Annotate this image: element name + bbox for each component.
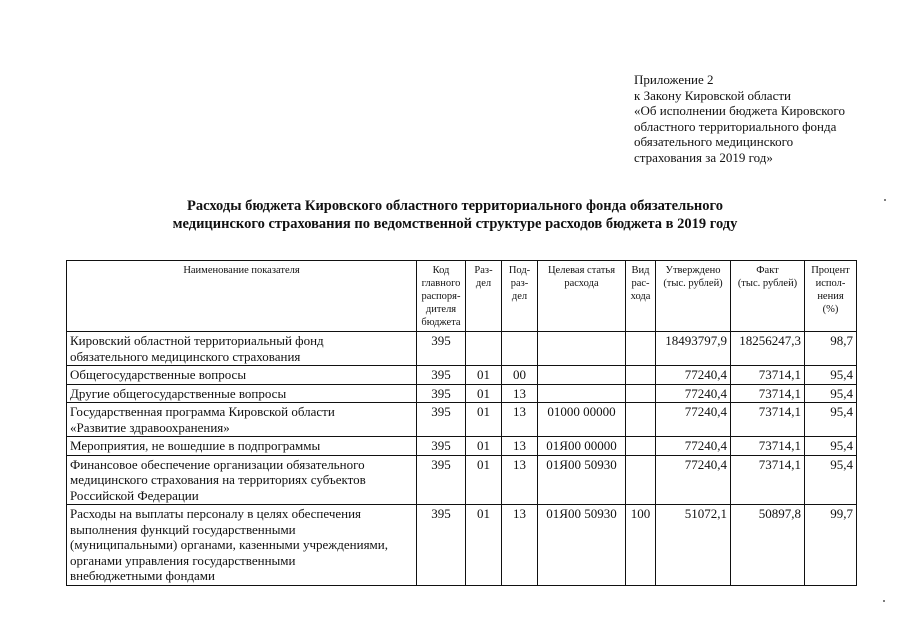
actual-amount-cell: 73714,1 bbox=[731, 455, 805, 505]
indicator-name-cell bbox=[67, 332, 417, 366]
manager-code-cell: 395 bbox=[417, 437, 466, 456]
column-header bbox=[67, 261, 417, 332]
column-header-line: Наименование показателя bbox=[183, 265, 300, 276]
column-header-line: рас- bbox=[631, 278, 650, 289]
indicator-name-cell bbox=[67, 403, 417, 437]
column-header bbox=[805, 261, 857, 332]
expense-type-cell bbox=[626, 366, 656, 385]
indicator-name-line: Кировский областной территориальный фонд bbox=[70, 333, 324, 348]
column-header-line: Процент bbox=[811, 265, 850, 276]
indicator-name-cell bbox=[67, 505, 417, 586]
column-header-line: дителя bbox=[425, 304, 457, 315]
execution-percent-cell: 95,4 bbox=[805, 403, 857, 437]
column-header-line: хода bbox=[630, 291, 651, 302]
subsection-cell: 00 bbox=[502, 366, 538, 385]
target-item-cell: 01Я00 50930 bbox=[538, 505, 626, 586]
column-header-line: испол- bbox=[815, 278, 846, 289]
column-header-line: Вид bbox=[631, 265, 650, 276]
section-cell: 01 bbox=[466, 437, 502, 456]
approved-amount-cell: 77240,4 bbox=[656, 366, 731, 385]
indicator-name-line: органами управления государственными bbox=[70, 552, 296, 568]
indicator-name-line: внебюджетными фондами bbox=[70, 568, 215, 583]
manager-code-cell: 395 bbox=[417, 455, 466, 505]
annex-line: областного территориального фонда bbox=[634, 118, 837, 134]
target-item-cell: 01000 00000 bbox=[538, 403, 626, 437]
scan-speck bbox=[884, 199, 886, 201]
actual-amount-cell: 73714,1 bbox=[731, 437, 805, 456]
approved-amount-cell: 77240,4 bbox=[656, 455, 731, 505]
actual-amount-cell: 73714,1 bbox=[731, 403, 805, 437]
target-item-cell bbox=[538, 332, 626, 366]
expenditure-table bbox=[66, 260, 857, 586]
title-line: медицинского страхования по ведомственной структуре расходов бюджета в 2019 году bbox=[172, 216, 738, 232]
manager-code-cell: 395 bbox=[417, 332, 466, 366]
expense-type-cell: 100 bbox=[626, 505, 656, 586]
column-header bbox=[417, 261, 466, 332]
subsection-cell: 13 bbox=[502, 505, 538, 586]
subsection-cell bbox=[502, 332, 538, 366]
execution-percent-cell: 95,4 bbox=[805, 437, 857, 456]
indicator-name-line: Другие общегосударственные вопросы bbox=[70, 385, 287, 401]
manager-code-cell: 395 bbox=[417, 366, 466, 385]
column-header-line: распоря- bbox=[421, 291, 461, 302]
indicator-name-line: обязательного медицинского страхования bbox=[70, 348, 301, 364]
indicator-name-line: Российской Федерации bbox=[70, 487, 199, 503]
table-row bbox=[67, 505, 857, 586]
title-line: Расходы бюджета Кировского областного территориального фонда обязательного bbox=[187, 198, 723, 214]
subsection-cell: 13 bbox=[502, 455, 538, 505]
annex-line: Приложение 2 bbox=[634, 72, 714, 87]
column-header-line: Целевая статья bbox=[547, 265, 616, 276]
table-row bbox=[67, 455, 857, 505]
annex-line: к Закону Кировской области bbox=[634, 87, 791, 103]
column-header-line: главного bbox=[421, 278, 461, 289]
column-header bbox=[731, 261, 805, 332]
approved-amount-cell: 51072,1 bbox=[656, 505, 731, 586]
approved-amount-cell: 77240,4 bbox=[656, 437, 731, 456]
indicator-name-cell bbox=[67, 437, 417, 456]
manager-code-cell: 395 bbox=[417, 384, 466, 403]
indicator-name-cell bbox=[67, 455, 417, 505]
table-row bbox=[67, 384, 857, 403]
indicator-name-line: Государственная программа Кировской области bbox=[70, 404, 335, 419]
expense-type-cell bbox=[626, 403, 656, 437]
section-cell: 01 bbox=[466, 505, 502, 586]
column-header-line: Раз- bbox=[474, 265, 493, 276]
column-header bbox=[626, 261, 656, 332]
execution-percent-cell: 99,7 bbox=[805, 505, 857, 586]
scan-speck bbox=[883, 600, 885, 602]
annex-line: «Об исполнении бюджета Кировского bbox=[634, 103, 845, 118]
manager-code-cell: 395 bbox=[417, 403, 466, 437]
column-header-line: дел bbox=[475, 278, 492, 289]
subsection-cell: 13 bbox=[502, 384, 538, 403]
column-header-line: (тыс. рублей) bbox=[737, 278, 798, 289]
column-header-line: нения bbox=[817, 291, 844, 302]
column-header-line: Факт bbox=[756, 265, 779, 276]
subsection-cell: 13 bbox=[502, 403, 538, 437]
column-header-line: Утверждено bbox=[665, 265, 721, 276]
actual-amount-cell: 50897,8 bbox=[731, 505, 805, 586]
annex-line: страхования за 2019 год» bbox=[634, 149, 773, 165]
table-row bbox=[67, 366, 857, 385]
indicator-name-line: Общегосударственные вопросы bbox=[70, 367, 247, 382]
column-header-line: Код bbox=[432, 265, 450, 276]
annex-block bbox=[634, 72, 894, 165]
execution-percent-cell: 95,4 bbox=[805, 366, 857, 385]
approved-amount-cell: 18493797,9 bbox=[656, 332, 731, 366]
document-title bbox=[90, 197, 820, 233]
annex-line: обязательного медицинского bbox=[634, 134, 794, 149]
actual-amount-cell: 18256247,3 bbox=[731, 332, 805, 366]
expense-type-cell bbox=[626, 384, 656, 403]
expense-type-cell bbox=[626, 332, 656, 366]
table-row bbox=[67, 437, 857, 456]
target-item-cell: 01Я00 00000 bbox=[538, 437, 626, 456]
column-header bbox=[656, 261, 731, 332]
indicator-name-line: «Развитие здравоохранения» bbox=[70, 419, 230, 435]
indicator-name-line: Расходы на выплаты персоналу в целях обеспечения bbox=[70, 506, 362, 521]
actual-amount-cell: 73714,1 bbox=[731, 384, 805, 403]
section-cell: 01 bbox=[466, 403, 502, 437]
approved-amount-cell: 77240,4 bbox=[656, 384, 731, 403]
target-item-cell bbox=[538, 384, 626, 403]
column-header bbox=[538, 261, 626, 332]
column-header-line: (тыс. рублей) bbox=[663, 278, 723, 289]
manager-code-cell: 395 bbox=[417, 505, 466, 586]
expense-type-cell bbox=[626, 437, 656, 456]
column-header-line: раз- bbox=[510, 278, 529, 289]
actual-amount-cell: 73714,1 bbox=[731, 366, 805, 385]
column-header-line: дел bbox=[511, 291, 528, 302]
column-header-line: Под- bbox=[508, 265, 531, 276]
column-header bbox=[466, 261, 502, 332]
table-header-row bbox=[67, 261, 857, 332]
execution-percent-cell: 95,4 bbox=[805, 455, 857, 505]
target-item-cell: 01Я00 50930 bbox=[538, 455, 626, 505]
table-row bbox=[67, 332, 857, 366]
execution-percent-cell: 95,4 bbox=[805, 384, 857, 403]
indicator-name-line: Мероприятия, не вошедшие в подпрограммы bbox=[70, 438, 321, 453]
column-header-line: расхода bbox=[564, 278, 599, 289]
table-row bbox=[67, 403, 857, 437]
approved-amount-cell: 77240,4 bbox=[656, 403, 731, 437]
execution-percent-cell: 98,7 bbox=[805, 332, 857, 366]
indicator-name-cell bbox=[67, 384, 417, 403]
indicator-name-cell bbox=[67, 366, 417, 385]
indicator-name-line: выполнения функций государственными bbox=[70, 521, 296, 537]
section-cell bbox=[466, 332, 502, 366]
section-cell: 01 bbox=[466, 366, 502, 385]
section-cell: 01 bbox=[466, 384, 502, 403]
subsection-cell: 13 bbox=[502, 437, 538, 456]
section-cell: 01 bbox=[466, 455, 502, 505]
column-header-line: бюджета bbox=[421, 317, 461, 328]
expense-type-cell bbox=[626, 455, 656, 505]
indicator-name-line: (муниципальными) органами, казенными учреждениями, bbox=[70, 537, 388, 552]
indicator-name-line: Финансовое обеспечение организации обязательного bbox=[70, 456, 365, 472]
indicator-name-line: медицинского страхования на территориях субъектов bbox=[70, 472, 366, 487]
column-header bbox=[502, 261, 538, 332]
target-item-cell bbox=[538, 366, 626, 385]
column-header-line: (%) bbox=[822, 304, 839, 315]
